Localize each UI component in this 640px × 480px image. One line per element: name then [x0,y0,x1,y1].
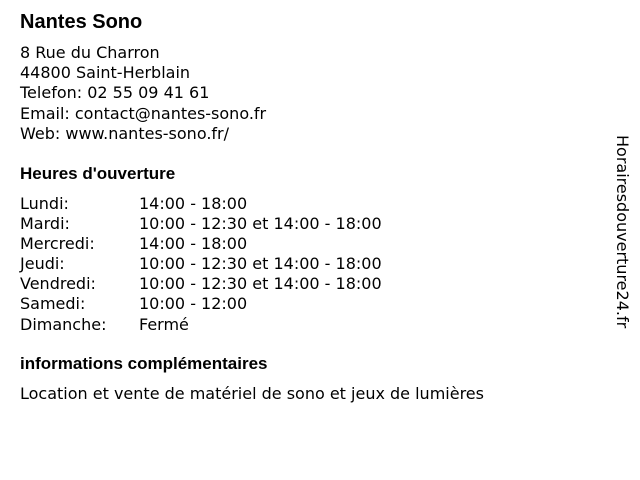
day-label: Samedi: [20,294,86,314]
address-street: 8 Rue du Charron [20,43,160,62]
time-value: 10:00 - 12:30 et 14:00 - 18:00 [139,254,382,274]
time-value: 10:00 - 12:00 [139,294,248,314]
address-city: 44800 Saint-Herblain [20,63,191,83]
time-value: 10:00 - 12:30 et 14:00 - 18:00 [139,214,382,234]
day-label: Vendredi: [20,274,96,294]
contact-block [20,43,266,144]
time-value: 14:00 - 18:00 [139,194,248,213]
phone-text: Telefon: 02 55 09 41 61 [20,83,210,103]
opening-hours-heading: Heures d'ouverture [20,164,176,183]
day-label: Dimanche: [20,314,107,334]
time-value: 10:00 - 12:30 et 14:00 - 18:00 [139,274,382,294]
hours-row-wednesday [20,234,382,254]
hours-row-saturday [20,294,382,314]
day-label: Jeudi: [20,254,65,274]
additional-info-heading: informations complémentaires [20,354,268,373]
web-text: Web: www.nantes-sono.fr/ [20,123,230,143]
hours-row-thursday [20,254,382,274]
opening-hours-table [20,194,382,335]
day-label: Lundi: [20,194,69,213]
day-label: Mardi: [20,214,70,234]
hours-row-monday [20,194,382,214]
site-watermark: Horairesdouverture24.fr [613,135,632,329]
hours-row-sunday [20,315,382,335]
time-value: 14:00 - 18:00 [139,234,248,254]
hours-row-tuesday [20,214,382,234]
business-name: Nantes Sono [20,11,143,33]
hours-row-friday [20,274,382,294]
time-value: Fermé [139,314,189,334]
additional-info-text: Location et vente de matériel de sono et jeux de lumières [20,384,484,403]
email-text: Email: contact@nantes-sono.fr [20,103,267,123]
day-label: Mercredi: [20,234,95,254]
